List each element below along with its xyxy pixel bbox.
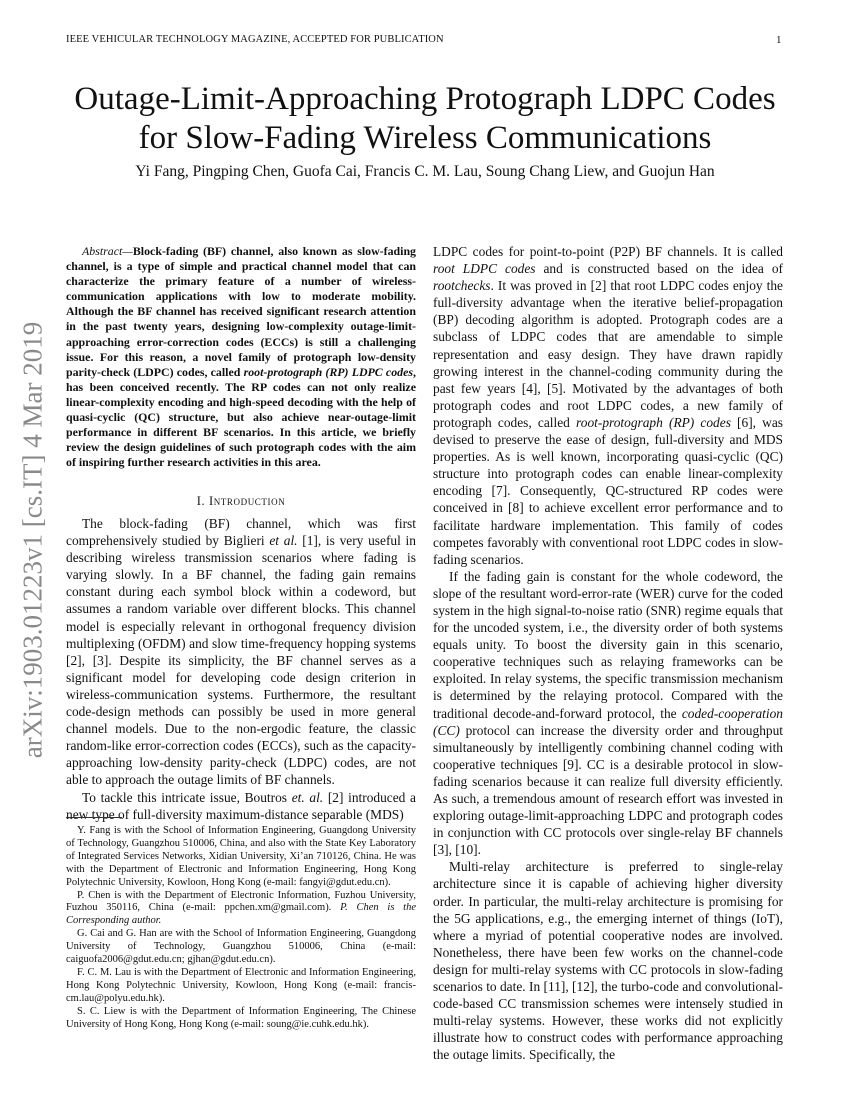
paper-title xyxy=(40,80,810,158)
abstract-text-1: Block-fading (BF) channel, also known as slow-fading channel, is a type of simple and practical channel model that can characterize the primary feature of a number of wireless-communication applications with low to moderate mobility. Although the BF channel has received significant research attention in the past twenty years, designing low-complexity outage-limit-approaching error-correction codes (ECCs) is still a challenging issue. For this reason, a novel family of protograph low-density parity-check (LDPC) codes, called xyxy=(66,244,416,379)
intro-p1-text-1: The block-fading (BF) channel, which was first comprehensively studied by Biglieri xyxy=(66,516,416,549)
intro-p2-text-2: [2] introduced a new type of full-diversity maximum-distance separable (MDS) xyxy=(66,789,416,822)
right-p1-em-1: root LDPC codes xyxy=(433,261,536,277)
author-list: Yi Fang, Pingping Chen, Guofa Cai, Francis C. M. Lau, Soung Chang Liew, and Guojun Han xyxy=(135,163,715,180)
right-column-body xyxy=(433,243,783,1064)
section-title: Introduction xyxy=(208,494,286,508)
right-p2-text-2: protocol can increase the diversity order and throughput simultaneously by intelligently combining channel coding with cooperative techniques [9]. CC is a desirable protocol in slow-fading scenarios because it can realize full diversity efficiently. As such, a tremendous amount of research effort was invested in exploring outage-limit-approaching LDPC and protograph codes in conjunction with CC protocols over single-relay BF channels [3], [10]. xyxy=(433,722,783,858)
intro-p2-text-1: To tackle this intricate issue, Boutros xyxy=(82,789,292,805)
right-p1-text-4: [6], was devised to preserve the ease of design, full-diversity and MDS properties. As is well known, incorporating quasi-cyclic (QC) structure into protograph codes can enable linear-complexity encoding [7]. Consequently, QC-structured RP codes were conceived in [8] to achieve excellent error performance and to facilitate hardware implementation. This family of codes competes favorably with conventional root LDPC codes in slow-fading scenarios. xyxy=(433,414,783,567)
title-line-2: for Slow-Fading Wireless Communications xyxy=(138,120,712,156)
page-number: 1 xyxy=(776,34,782,46)
right-p1-text-1: LDPC codes for point-to-point (P2P) BF channels. It is called xyxy=(433,244,783,259)
right-p2-text-1: If the fading gain is constant for the whole codeword, the slope of the resultant word-error-rate (WER) curve for the coded system in the high signal-to-noise ratio (SNR) regime equals that for the uncoded system, i.e., the diversity order of both systems equals unity. To boost the diversity gain in this scenario, cooperative techniques such as relaying frameworks can be exploited. In relay systems, the specific transmission mechanism is determined by the relaying protocol. Compared with the traditional decode-and-forward protocol, the xyxy=(433,568,783,721)
intro-p1-text-2: [1], is very useful in describing wireless transmission scenarios where fading is varying slowly. In a BF channel, the fading gain remains constant during each symbol block within a codeword, but assumes a random variable over different blocks. This channel model is especially relevant in orthogonal frequency division multiplexing (OFDM) and slow time-frequency hopping systems [2], [3]. Despite its simplicity, the BF channel serves as a significant model for developing code design criterion in wireless-communication systems. Furthermore, the resultant code-design methods can possibly be used in more general channel models. Due to the non-ergodic feature, the classic random-like error-correction codes (ECCs), such as the capacity-approaching low-density parity-check (LDPC) codes, are not able to approach the outage limits of BF channels. xyxy=(66,533,416,788)
right-p1-text-2: and is constructed based on the idea of xyxy=(535,261,783,277)
arxiv-stamp xyxy=(8,300,58,780)
section-numeral: I. xyxy=(196,494,206,508)
footnote-rule xyxy=(66,817,122,818)
running-head: IEEE VEHICULAR TECHNOLOGY MAGAZINE, ACCEPTED FOR PUBLICATION xyxy=(66,34,444,45)
footnote-fang: Y. Fang is with the School of Information Engineering, Guangdong University of Technology, Guangzhou 510006, China, and also with the State Key Laboratory of Integrated Services Networks, Xidian University, Xi’an 710126, China. He was with the Department of Electronic and Information Engineering, Hong Kong Polytechnic University, Kowloon, Hong Kong (e-mail: fangyi@gdut.edu.cn). xyxy=(66,825,416,888)
right-p1-em-3: root-protograph (RP) codes xyxy=(576,414,731,430)
author-footnotes xyxy=(66,825,416,1032)
section-heading-introduction xyxy=(66,494,416,509)
footnote-chen-corresponding: P. Chen is the Corresponding author. xyxy=(66,902,416,927)
footnote-chen-text: P. Chen is with the Department of Electronic Information, Fuzhou University, Fuzhou 350116, China (e-mail: ppchen.xm@gmail.com). xyxy=(66,889,416,914)
intro-paragraph-1 xyxy=(66,515,416,789)
right-p1-em-2: rootchecks xyxy=(433,278,491,294)
abstract-dash: — xyxy=(122,244,133,258)
abstract-text-2: , has been conceived recently. The RP codes can not only realize linear-complexity encoding and high-speed decoding with the help of quasi-cyclic (QC) structure, but also achieve near-outage-limit performance in different BF scenarios. In this article, we briefly review the design guidelines of such protograph codes with the aim of inspiring further research activities in this area. xyxy=(66,364,416,470)
arxiv-stamp-text: arXiv:1903.01223v1 [cs.IT] 4 Mar 2019 xyxy=(17,321,48,759)
intro-p2-em: et. al. xyxy=(291,789,324,805)
right-paragraph-1 xyxy=(433,243,783,568)
right-p1-text-3: . It was proved in [2] that root LDPC codes enjoy the full-diversity advantage when the iterative belief-propagation (BP) decoding algorithm is adopted. Protograph codes are a subclass of LDPC codes that are amendable to simple representation and easy design. They have drawn rapidly growing interest in the channel-coding community during the past few years [4], [5]. Motivated by the advantages of both protograph codes and root LDPC codes, a new family of protograph codes, called xyxy=(433,278,783,430)
abstract-em-rp-codes: root-protograph (RP) LDPC codes xyxy=(243,364,413,379)
right-paragraph-3: Multi-relay architecture is preferred to single-relay architecture since it is capable of achieving higher diversity order. In particular, the multi-relay architecture is promising for the 5G applications, e.g., the emerging internet of things (IoT), where a myriad of potential cooperative nodes are involved. Nonetheless, there have been few works on the channel-code design for multi-relay systems with CC protocols in slow-fading scenarios to date. In [11], [12], the turbo-code and convolutional-code-based CC transmission schemes were intensely studied in multi-relay systems. However, these works did not explicitly illustrate how to construct codes with performance approaching the outage limits. Specifically, the xyxy=(433,859,783,1063)
footnote-chen xyxy=(66,890,416,929)
footnote-lau: F. C. M. Lau is with the Department of Electronic and Information Engineering, Hong Kong Polytechnic University, Kowloon, Hong Kong (e-mail: francis-cm.lau@polyu.edu.hk). xyxy=(66,966,416,1004)
abstract xyxy=(66,244,416,470)
intro-p1-em: et al. xyxy=(269,533,298,549)
footnote-cai-han: G. Cai and G. Han are with the School of Information Engineering, Guangdong University of Technology, Guangzhou 510006, China (e-mail: caiguofa2006@gdut.edu.cn; gjhan@gdut.edu.cn). xyxy=(66,928,416,966)
right-p2-em: coded-cooperation (CC) xyxy=(433,705,783,738)
introduction-body xyxy=(66,515,416,823)
title-line-1: Outage-Limit-Approaching Protograph LDPC Codes xyxy=(74,81,776,117)
abstract-label: Abstract xyxy=(82,244,123,258)
footnote-liew: S. C. Liew is with the Department of Information Engineering, The Chinese University of Hong Kong, Hong Kong (e-mail: soung@ie.cuhk.edu.hk). xyxy=(66,1005,416,1030)
right-paragraph-2 xyxy=(433,568,783,859)
